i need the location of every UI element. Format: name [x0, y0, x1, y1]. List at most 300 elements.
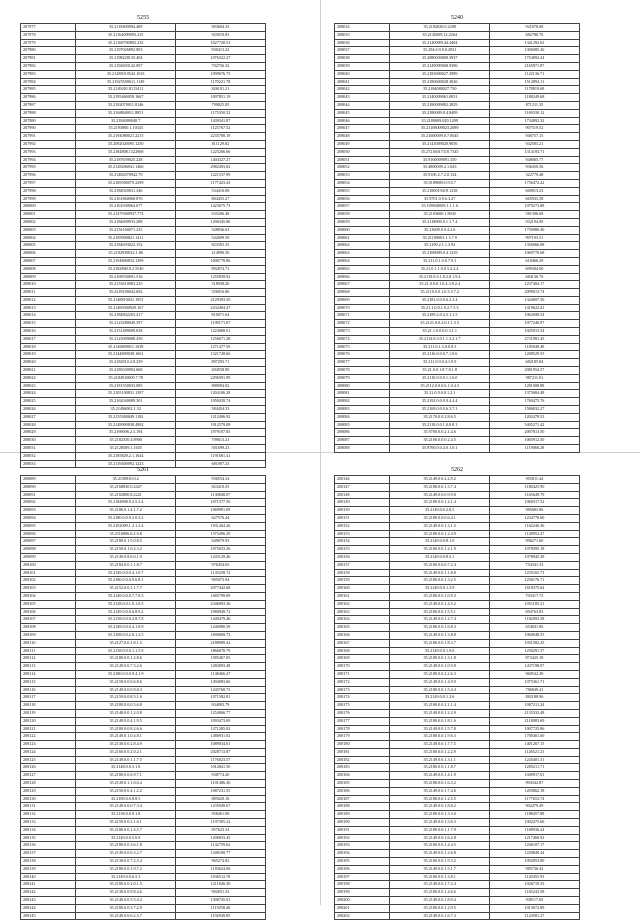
amount-cell: 811129.82	[175, 140, 265, 148]
row-id-cell: 208070	[335, 304, 390, 312]
code-cell: 35.2168830.0.2427	[76, 483, 175, 491]
sheet-title: 5240	[451, 15, 463, 21]
amount-cell: 889094.02	[175, 382, 265, 390]
row-id-cell: 207998	[21, 187, 76, 195]
code-cell: 35.21.0.1.1.0.0.5.2.2.4	[390, 265, 489, 273]
table-row	[21, 780, 266, 788]
table-row	[335, 772, 580, 780]
row-id-cell: 208179	[335, 733, 390, 741]
table-row	[335, 156, 580, 164]
row-id-cell: 208191	[335, 826, 390, 834]
row-id-cell: 208017	[21, 335, 76, 343]
amount-cell: 1245768.73	[175, 686, 265, 694]
code-cell: 35.2149.0.0.1.5.7.8	[390, 725, 489, 733]
amount-cell: 1423675.73	[175, 203, 265, 211]
amount-cell: 1031582.25	[489, 639, 579, 647]
amount-cell: 1188249.68	[489, 94, 579, 102]
code-cell: 35.294.6.9.9.0.2931	[390, 47, 489, 55]
table-row	[21, 897, 266, 905]
amount-cell: 610466.29	[489, 257, 579, 265]
amount-cell: 1119068.28	[489, 445, 579, 453]
code-cell: 35.2148.0.0.3.1.8	[76, 764, 175, 772]
amount-cell: 1126521.21	[489, 748, 579, 756]
code-cell: 35.2169500079.2299	[76, 179, 175, 187]
amount-cell: 1321728.66	[175, 351, 265, 359]
table-row	[21, 109, 266, 117]
row-id-cell: 208128	[21, 780, 76, 788]
table-row	[335, 507, 580, 515]
row-id-cell: 208025	[21, 398, 76, 406]
row-id-cell: 208001	[21, 211, 76, 219]
amount-cell: 1585467.05	[175, 655, 265, 663]
table-row	[21, 577, 266, 585]
code-cell: 35.2150810.0.2	[76, 476, 175, 484]
table-row	[335, 476, 580, 484]
amount-cell: 1296345.86	[175, 218, 265, 226]
amount-cell: 1012841.50	[175, 764, 265, 772]
row-id-cell: 208098	[21, 546, 76, 554]
code-cell: 35.2103600.1.8045	[390, 211, 489, 219]
table-row	[335, 203, 580, 211]
amount-cell: 322779.48	[489, 172, 579, 180]
amount-cell: 958461.08	[175, 811, 265, 819]
row-id-cell: 208175	[335, 702, 390, 710]
row-id-cell: 208122	[21, 733, 76, 741]
row-id-cell: 208011	[21, 289, 76, 297]
code-cell: 35.2118900.0.1.1.7.4	[390, 218, 489, 226]
amount-cell: 930413.22	[175, 47, 265, 55]
table-row	[21, 390, 266, 398]
amount-cell: 1250291.57	[489, 647, 579, 655]
row-id-cell: 208130	[21, 795, 76, 803]
table-row	[21, 639, 266, 647]
amount-cell: 976454.65	[175, 561, 265, 569]
code-cell: 35.2159.0.0.8.5.1.6	[76, 694, 175, 702]
table-row	[21, 889, 266, 897]
table-row	[21, 655, 266, 663]
code-cell: 35.2182939022.1.86	[76, 250, 175, 258]
amount-cell: 1087211.24	[489, 702, 579, 710]
table-row	[335, 351, 580, 359]
amount-cell: 1437198.07	[489, 663, 579, 671]
code-cell: 35.2180.0.0.1.3.7.4	[390, 483, 489, 491]
amount-cell: 873425.18	[489, 655, 579, 663]
table-row	[21, 522, 266, 530]
row-id-cell: 208043	[335, 94, 390, 102]
row-id-cell: 208118	[21, 702, 76, 710]
row-id-cell: 208047	[335, 125, 390, 133]
amount-cell: 804455.27	[175, 195, 265, 203]
code-cell: 35.2144809038.1661	[76, 351, 175, 359]
row-id-cell: 208149	[335, 499, 390, 507]
row-id-cell: 208144	[21, 904, 76, 912]
code-cell: 35.2184693022.152	[76, 242, 175, 250]
row-id-cell: 208073	[335, 328, 390, 336]
amount-cell: 1690069.73	[175, 631, 265, 639]
row-id-cell: 208092	[21, 499, 76, 507]
table-row	[21, 546, 266, 554]
amount-cell: 921078.68	[489, 24, 579, 32]
row-id-cell: 208107	[21, 616, 76, 624]
table-row	[21, 172, 266, 180]
amount-cell: 934003.79	[175, 702, 265, 710]
table-row	[21, 702, 266, 710]
amount-cell: 1080949.72	[175, 608, 265, 616]
row-id-cell: 208172	[335, 678, 390, 686]
row-id-cell: 207991	[21, 133, 76, 141]
code-cell: 35.2184808.1322968	[76, 148, 175, 156]
table-row	[335, 55, 580, 63]
table-row	[21, 62, 266, 70]
amount-cell: 948065.77	[489, 156, 579, 164]
amount-cell: 1076322.27	[175, 55, 265, 63]
code-cell: 35.2153610083.225	[76, 281, 175, 289]
code-cell: 35.2180009.8.4.8409	[390, 109, 489, 117]
row-id-cell: 208100	[21, 561, 76, 569]
table-row	[21, 101, 266, 109]
code-cell: 35.21285010542.1633	[76, 70, 175, 78]
code-cell: 35.2161860068.876	[76, 195, 175, 203]
table-row	[21, 351, 266, 359]
table-row	[335, 600, 580, 608]
row-id-cell: 208074	[335, 335, 390, 343]
amount-cell: 1124581.27	[489, 912, 579, 920]
code-cell: 35.2180.0.0.1.2.1.9	[390, 546, 489, 554]
row-id-cell: 208007	[21, 257, 76, 265]
code-cell: 35.2184802203.417	[76, 312, 175, 320]
amount-cell: 694763.83	[489, 608, 579, 616]
table-row	[335, 172, 580, 180]
amount-cell: 987211.01	[489, 374, 579, 382]
row-id-cell: 207992	[21, 140, 76, 148]
row-id-cell: 208168	[335, 647, 390, 655]
row-id-cell: 208110	[21, 639, 76, 647]
amount-cell: 955811.44	[489, 476, 579, 484]
row-id-cell: 208053	[335, 172, 390, 180]
code-cell: 35.2149.0.0.1.0.9.8	[390, 663, 489, 671]
code-cell: 35.2185900821.1411	[76, 234, 175, 242]
code-cell: 35.2180.0.0.0.5.6.8	[76, 702, 175, 710]
code-cell: 35.21496002.1.32	[76, 406, 175, 414]
amount-cell: 1025913.54	[489, 328, 579, 336]
row-id-cell: 207994	[21, 156, 76, 164]
amount-cell: 1912579.08	[175, 421, 265, 429]
table-row	[21, 452, 266, 460]
table-row	[21, 819, 266, 827]
table-row	[21, 406, 266, 414]
table-row	[335, 546, 580, 554]
row-id-cell: 208023	[21, 382, 76, 390]
table-row	[21, 764, 266, 772]
table-row	[21, 741, 266, 749]
table-row	[21, 24, 266, 32]
code-cell: 35.2180.0.0.1.3.8.1	[390, 873, 489, 881]
table-row	[21, 257, 266, 265]
code-cell: 35.2197026892.903	[76, 47, 175, 55]
row-id-cell: 208103	[21, 585, 76, 593]
table-row	[335, 702, 580, 710]
table-row	[335, 795, 580, 803]
amount-cell: 997193.51	[489, 234, 579, 242]
code-cell: 35.2138.0.0.0.2.8.7.8	[76, 616, 175, 624]
amount-cell: 703417.73	[489, 592, 579, 600]
code-cell: 35.2180.0.0.0.6.4.1	[390, 514, 489, 522]
table-row	[21, 320, 266, 328]
amount-cell: 1199171.87	[175, 320, 265, 328]
table-row	[335, 125, 580, 133]
code-cell: 35.2149.0.0.7.3.2.6	[76, 663, 175, 671]
amount-cell: 2188989.42	[175, 639, 265, 647]
code-cell: 35.21.1.0.0.6.0.3.1.1	[390, 328, 489, 336]
amount-cell: 1051185.21	[489, 600, 579, 608]
row-id-cell: 208117	[21, 694, 76, 702]
amount-cell: 1243129.46	[175, 553, 265, 561]
table-row	[335, 234, 580, 242]
table-row	[335, 335, 580, 343]
table-row	[21, 561, 266, 569]
code-cell: 35.2180.0.0.1.1.7.9	[390, 826, 489, 834]
row-id-cell: 208197	[335, 873, 390, 881]
code-cell: 35.21600009.0.7.0045	[390, 133, 489, 141]
amount-cell: 1079273.88	[489, 203, 579, 211]
amount-cell: 2235708.19	[175, 133, 265, 141]
table-row	[21, 811, 266, 819]
row-id-cell: 208156	[335, 553, 390, 561]
table-row	[21, 421, 266, 429]
table-row	[335, 312, 580, 320]
table-row	[21, 507, 266, 515]
amount-cell: 1165243.58	[489, 889, 579, 897]
row-id-cell: 208080	[335, 382, 390, 390]
code-cell: 35.2080030069.3937	[390, 55, 489, 63]
table-row	[335, 382, 580, 390]
row-id-cell: 208032	[21, 452, 76, 460]
amount-cell: 2007813.50	[489, 429, 579, 437]
amount-cell: 1049917.61	[489, 772, 579, 780]
table-row	[21, 187, 266, 195]
amount-cell: 1375684.48	[489, 390, 579, 398]
amount-cell: 669013.23	[489, 187, 579, 195]
table-row	[21, 733, 266, 741]
amount-cell: 1208529.55	[489, 351, 579, 359]
amount-cell: 1162246.36	[489, 522, 579, 530]
amount-cell: 1069991.09	[175, 507, 265, 515]
row-id-cell: 208022	[21, 374, 76, 382]
row-id-cell: 207984	[21, 78, 76, 86]
amount-cell: 1078395.18	[489, 546, 579, 554]
row-id-cell: 208161	[335, 592, 390, 600]
code-cell: 35.2116806.0.2.0.8	[76, 530, 175, 538]
code-cell: 35.27216017310.7345	[390, 148, 489, 156]
amount-cell: 1225266.66	[175, 148, 265, 156]
code-cell: 35.2110.0.0.1.8.2.8.1.9.4	[390, 273, 489, 281]
amount-cell: 1099676.75	[175, 70, 265, 78]
table-row	[335, 24, 580, 32]
amount-cell: 907519.52	[489, 125, 579, 133]
amount-cell: 1281008.88	[489, 382, 579, 390]
amount-cell: 1586832.27	[489, 406, 579, 414]
code-cell: 35.2180.0.0.1.8.1.6	[390, 717, 489, 725]
row-id-cell: 208154	[335, 538, 390, 546]
sheet-bottom-right	[334, 466, 580, 920]
row-id-cell: 208026	[21, 406, 76, 414]
amount-cell: 1314193.71	[489, 148, 579, 156]
table-row	[335, 670, 580, 678]
table-row	[21, 873, 266, 881]
table-row	[335, 281, 580, 289]
row-id-cell: 208131	[21, 803, 76, 811]
row-id-cell: 208133	[21, 819, 76, 827]
amount-cell: 2296591.99	[175, 374, 265, 382]
code-cell: 35.2149.0.0.1.3.1.5	[390, 522, 489, 530]
table-row	[335, 429, 580, 437]
code-cell: 35.2180.0.0.1.2.8.6	[76, 655, 175, 663]
amount-cell: 903604.35	[175, 24, 265, 32]
row-id-cell: 207997	[21, 179, 76, 187]
amount-cell: 810071.64	[175, 312, 265, 320]
row-id-cell: 208126	[21, 764, 76, 772]
code-cell: 35.21609.0.0.4.2.6	[390, 226, 489, 234]
amount-cell: 584454.53	[175, 406, 265, 414]
row-id-cell: 208013	[21, 304, 76, 312]
row-id-cell: 208114	[21, 670, 76, 678]
code-cell: 35.2149.0.0.0.4.1.0.7	[76, 569, 175, 577]
amount-cell: 1128952.47	[489, 530, 579, 538]
sheet-title: 5262	[451, 467, 463, 473]
code-cell: 35.2143009020.9056	[390, 140, 489, 148]
code-cell: 35.2184080027.750	[390, 86, 489, 94]
code-cell: 35.2149.0.0.2.8.5	[390, 507, 489, 515]
code-cell: 35.2180.0.0.9.2.0.3.2	[76, 514, 175, 522]
row-id-cell: 208186	[335, 787, 390, 795]
table-row	[21, 265, 266, 273]
amount-cell: 1486931.02	[175, 733, 265, 741]
table-row	[335, 608, 580, 616]
row-id-cell: 208050	[335, 148, 390, 156]
code-cell: 35.21108009023.2089	[390, 125, 489, 133]
row-id-cell: 208033	[21, 460, 76, 468]
row-id-cell: 208141	[21, 881, 76, 889]
row-id-cell: 208136	[21, 842, 76, 850]
code-cell: 35.2149.0.0.1.4.5.2	[390, 600, 489, 608]
row-id-cell: 208202	[335, 912, 390, 920]
row-id-cell: 208137	[21, 850, 76, 858]
code-cell: 35.2180.0.0.1.2.4.9	[390, 530, 489, 538]
row-id-cell: 208064	[335, 257, 390, 265]
table-row	[21, 569, 266, 577]
amount-cell: 1439341.87	[175, 117, 265, 125]
code-cell: 35.2114.0.0.0.1.1.3.2.1.7	[390, 335, 489, 343]
amount-cell: 501699.23	[175, 445, 265, 453]
code-cell: 35.2180.0.0.0.9.4.1.9	[76, 670, 175, 678]
amount-cell: 534416.08	[175, 187, 265, 195]
amount-cell: 2135332.48	[489, 709, 579, 717]
table-row	[21, 694, 266, 702]
code-cell: 35.2169550091.516	[76, 273, 175, 281]
amount-cell: 985683.86	[489, 507, 579, 515]
amount-cell: 1931264.26	[175, 522, 265, 530]
amount-cell: 665933.58	[489, 195, 579, 203]
table-row	[21, 140, 266, 148]
amount-cell: 1734092.32	[489, 117, 579, 125]
code-cell: 35.2149.0.0.1.7.4.6	[390, 787, 489, 795]
amount-cell: 1344697.56	[489, 296, 579, 304]
amount-cell: 1234770.60	[489, 514, 579, 522]
table-row	[21, 538, 266, 546]
row-id-cell: 208171	[335, 670, 390, 678]
row-id-cell: 208174	[335, 694, 390, 702]
table-row	[335, 819, 580, 827]
table-row	[21, 429, 266, 437]
code-cell: 35.2162040089.301	[76, 398, 175, 406]
data-table	[20, 23, 266, 468]
row-id-cell: 208158	[335, 569, 390, 577]
row-id-cell: 208079	[335, 374, 390, 382]
sheet-bottom-left	[20, 466, 266, 920]
amount-cell: 1308745.91	[175, 897, 265, 905]
row-id-cell: 208138	[21, 858, 76, 866]
code-cell: 35.2194080021.2215	[76, 133, 175, 141]
row-id-cell: 208093	[21, 507, 76, 515]
code-cell: 35.2180019419.1238	[390, 187, 489, 195]
row-id-cell: 207995	[21, 164, 76, 172]
row-id-cell: 208190	[335, 819, 390, 827]
amount-cell: 1176023.57	[175, 756, 265, 764]
row-id-cell: 208166	[335, 631, 390, 639]
amount-cell: 682185.84	[489, 359, 579, 367]
row-id-cell: 208068	[335, 289, 390, 297]
amount-cell: 2165971.87	[489, 62, 579, 70]
amount-cell: 1204106.28	[175, 390, 265, 398]
row-id-cell: 208196	[335, 865, 390, 873]
code-cell: 35.21.0.9.0.0.1.2.1	[390, 390, 489, 398]
table-row	[21, 834, 266, 842]
table-row	[335, 374, 580, 382]
code-cell: 35.2180.0.0.1.6.8.3	[390, 624, 489, 632]
code-cell: 35.9700.0.0.4.0.1.0.1	[390, 445, 489, 453]
table-row	[21, 164, 266, 172]
amount-cell: 709613.21	[175, 437, 265, 445]
row-id-cell: 208020	[21, 359, 76, 367]
table-row	[335, 725, 580, 733]
code-cell: 35.2180.0.0.3.6.1.8	[76, 842, 175, 850]
sheet-title: 5261	[137, 467, 149, 473]
row-id-cell: 208014	[21, 312, 76, 320]
row-id-cell: 208120	[21, 717, 76, 725]
code-cell: 35.2182020.0.2208	[390, 24, 489, 32]
row-id-cell: 208071	[335, 312, 390, 320]
table-row	[21, 881, 266, 889]
table-row	[21, 398, 266, 406]
amount-cell: 1165649.79	[489, 491, 579, 499]
table-row	[335, 499, 580, 507]
amount-cell: 1188457.88	[489, 811, 579, 819]
code-cell: 35.2180.0.1.4.1.7.2	[76, 507, 175, 515]
table-row	[21, 514, 266, 522]
table-row	[21, 476, 266, 484]
amount-cell: 885620.16	[175, 795, 265, 803]
code-cell: 35.2149.0.0.5.5.4.2	[76, 897, 175, 905]
amount-cell: 938774.20	[175, 772, 265, 780]
table-row	[21, 125, 266, 133]
row-id-cell: 208018	[21, 343, 76, 351]
amount-cell: 635206.48	[175, 211, 265, 219]
code-cell: 35.2146809011.1639	[76, 343, 175, 351]
table-row	[335, 678, 580, 686]
table-row	[21, 250, 266, 258]
table-row	[335, 514, 580, 522]
code-cell: 35.2170.0.0.2.8.6.5	[390, 413, 489, 421]
